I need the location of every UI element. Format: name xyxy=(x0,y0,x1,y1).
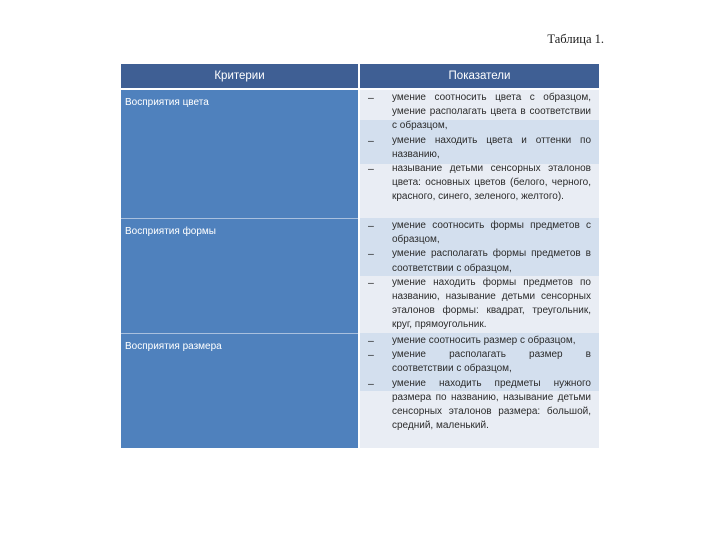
indicator-text: умение располагать формы предметов в соответствии с образцом, xyxy=(392,248,591,274)
dash-marker: – xyxy=(368,276,374,289)
indicator-text: умение соотносить цвета с образцом, умение располагать цвета в соответствии с образцом, xyxy=(392,92,591,132)
dash-marker: – xyxy=(368,377,374,390)
dash-marker: – xyxy=(368,349,374,362)
header-criteria: Критерии xyxy=(121,64,358,88)
indicators-color xyxy=(360,91,599,205)
indicator-item xyxy=(360,162,599,205)
indicator-item xyxy=(360,334,599,348)
indicator-item xyxy=(360,219,599,247)
indicators-column xyxy=(360,90,599,448)
dash-marker: – xyxy=(368,335,374,347)
indicator-item xyxy=(360,247,599,275)
indicator-item xyxy=(360,377,599,434)
indicator-text: умение находить предметы нужного размера по названию, называние детьми сенсорных эталонов размера: большой, средний, маленький. xyxy=(392,377,591,432)
criterion-color: Восприятия цвета xyxy=(125,97,209,108)
indicators-size xyxy=(360,334,599,433)
indicator-text: умение соотносить размер с образцом, xyxy=(392,335,576,346)
indicator-item xyxy=(360,91,599,134)
dash-marker: – xyxy=(368,92,374,104)
indicators-form xyxy=(360,219,599,333)
criteria-column xyxy=(121,90,358,448)
table-caption: Таблица 1. xyxy=(547,32,604,46)
row-divider xyxy=(121,218,358,219)
indicator-text: умение располагать размер в соответствии с образцом, xyxy=(392,349,591,375)
indicator-text: умение соотносить формы предметов с образцом, xyxy=(392,220,591,246)
indicator-item xyxy=(360,134,599,162)
dash-marker: – xyxy=(368,163,374,176)
criteria-table xyxy=(121,64,599,448)
header-indicators: Показатели xyxy=(360,64,599,88)
indicator-text: умение находить цвета и оттенки по названию, xyxy=(392,134,591,160)
criterion-form: Восприятия формы xyxy=(125,226,216,237)
dash-marker: – xyxy=(368,248,374,261)
indicator-item xyxy=(360,348,599,376)
indicator-item xyxy=(360,276,599,333)
indicator-text: умение находить формы предметов по названию, называние детьми сенсорных эталонов формы: квадрат, треугольник, круг, прямоугольник. xyxy=(392,276,591,331)
dash-marker: – xyxy=(368,134,374,147)
dash-marker: – xyxy=(368,220,374,232)
indicator-text: называние детьми сенсорных эталонов цвета: основных цветов (белого, черного, красного, синего, зеленого, желтого). xyxy=(392,163,591,203)
criterion-size: Восприятия размера xyxy=(125,341,222,352)
row-divider xyxy=(121,333,358,334)
